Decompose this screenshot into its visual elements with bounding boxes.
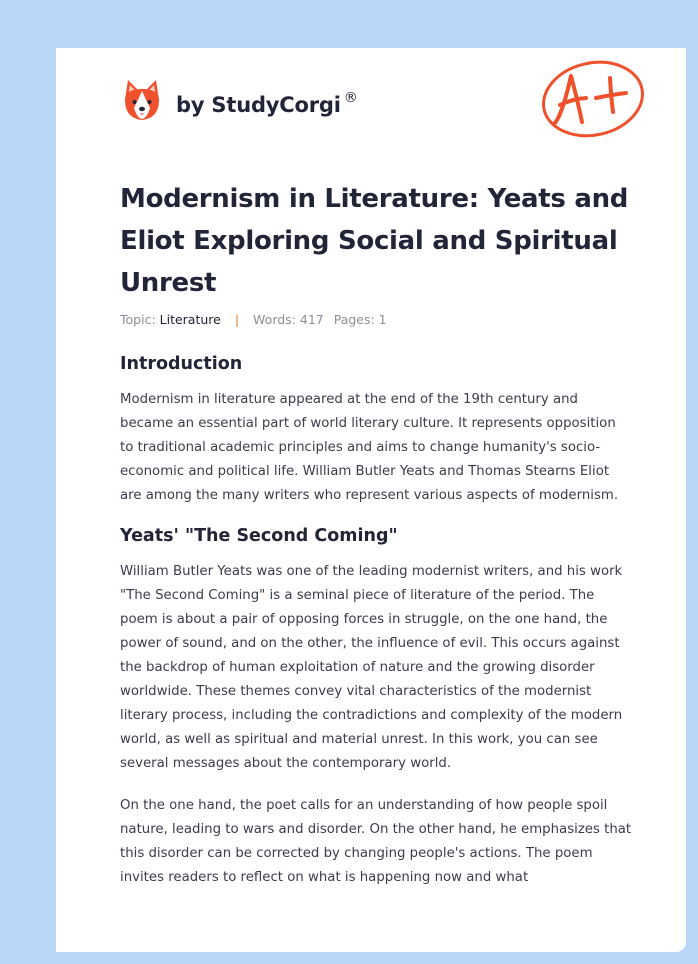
paragraph: On the one hand, the poet calls for an understanding of how people spoil nature, leading to wars and disorder. On the other hand, he emphasizes that this disorder can be corrected by changing people's actions. The poem invites readers to reflect on what is happening now and what bbox=[120, 798, 632, 885]
document-meta bbox=[120, 312, 387, 327]
section-heading-yeats: Yeats' "The Second Coming" bbox=[120, 526, 398, 546]
brand-name: by StudyCorgi ® bbox=[176, 90, 358, 117]
document-body bbox=[120, 352, 632, 890]
section-heading-introduction: Introduction bbox=[120, 354, 243, 374]
a-plus-grade-icon bbox=[538, 58, 648, 140]
meta-separator: | bbox=[234, 312, 240, 327]
registered-mark: ® bbox=[343, 90, 358, 106]
topic-link[interactable]: Literature bbox=[159, 312, 221, 327]
paragraph: William Butler Yeats was one of the leading modernist writers, and his work "The Second Coming" is a seminal piece of literature of the period. The poem is about a pair of opposing forces in struggle, on the one hand, the power of sound, and on the other, the influence of evil. This occurs against the backdrop of human exploitation of nature and the growing disorder worldwide. These themes convey vital characteristics of the modernist literary process, including the contradictions and complexity of the modern world, as well as spiritual and material unrest. In this work, you can see several messages about the contemporary world. bbox=[120, 564, 623, 771]
document-title: Modernism in Literature: Yeats and Eliot Exploring Social and Spiritual Unrest bbox=[120, 184, 629, 298]
word-count: Words: 417 bbox=[253, 312, 324, 327]
corgi-logo-icon bbox=[122, 78, 162, 122]
page-count: Pages: 1 bbox=[333, 312, 387, 327]
topic-label: Topic: bbox=[120, 312, 156, 327]
document-page bbox=[56, 48, 686, 952]
brand-header[interactable] bbox=[122, 76, 358, 124]
paragraph: Modernism in literature appeared at the end of the 19th century and became an essential part of world literary culture. It represents opposition to traditional academic principles and aims to change humanity's socio-economic and political life. William Butler Yeats and Thomas Stearns Eliot are among the many writers who represent various aspects of modernism. bbox=[120, 392, 619, 503]
